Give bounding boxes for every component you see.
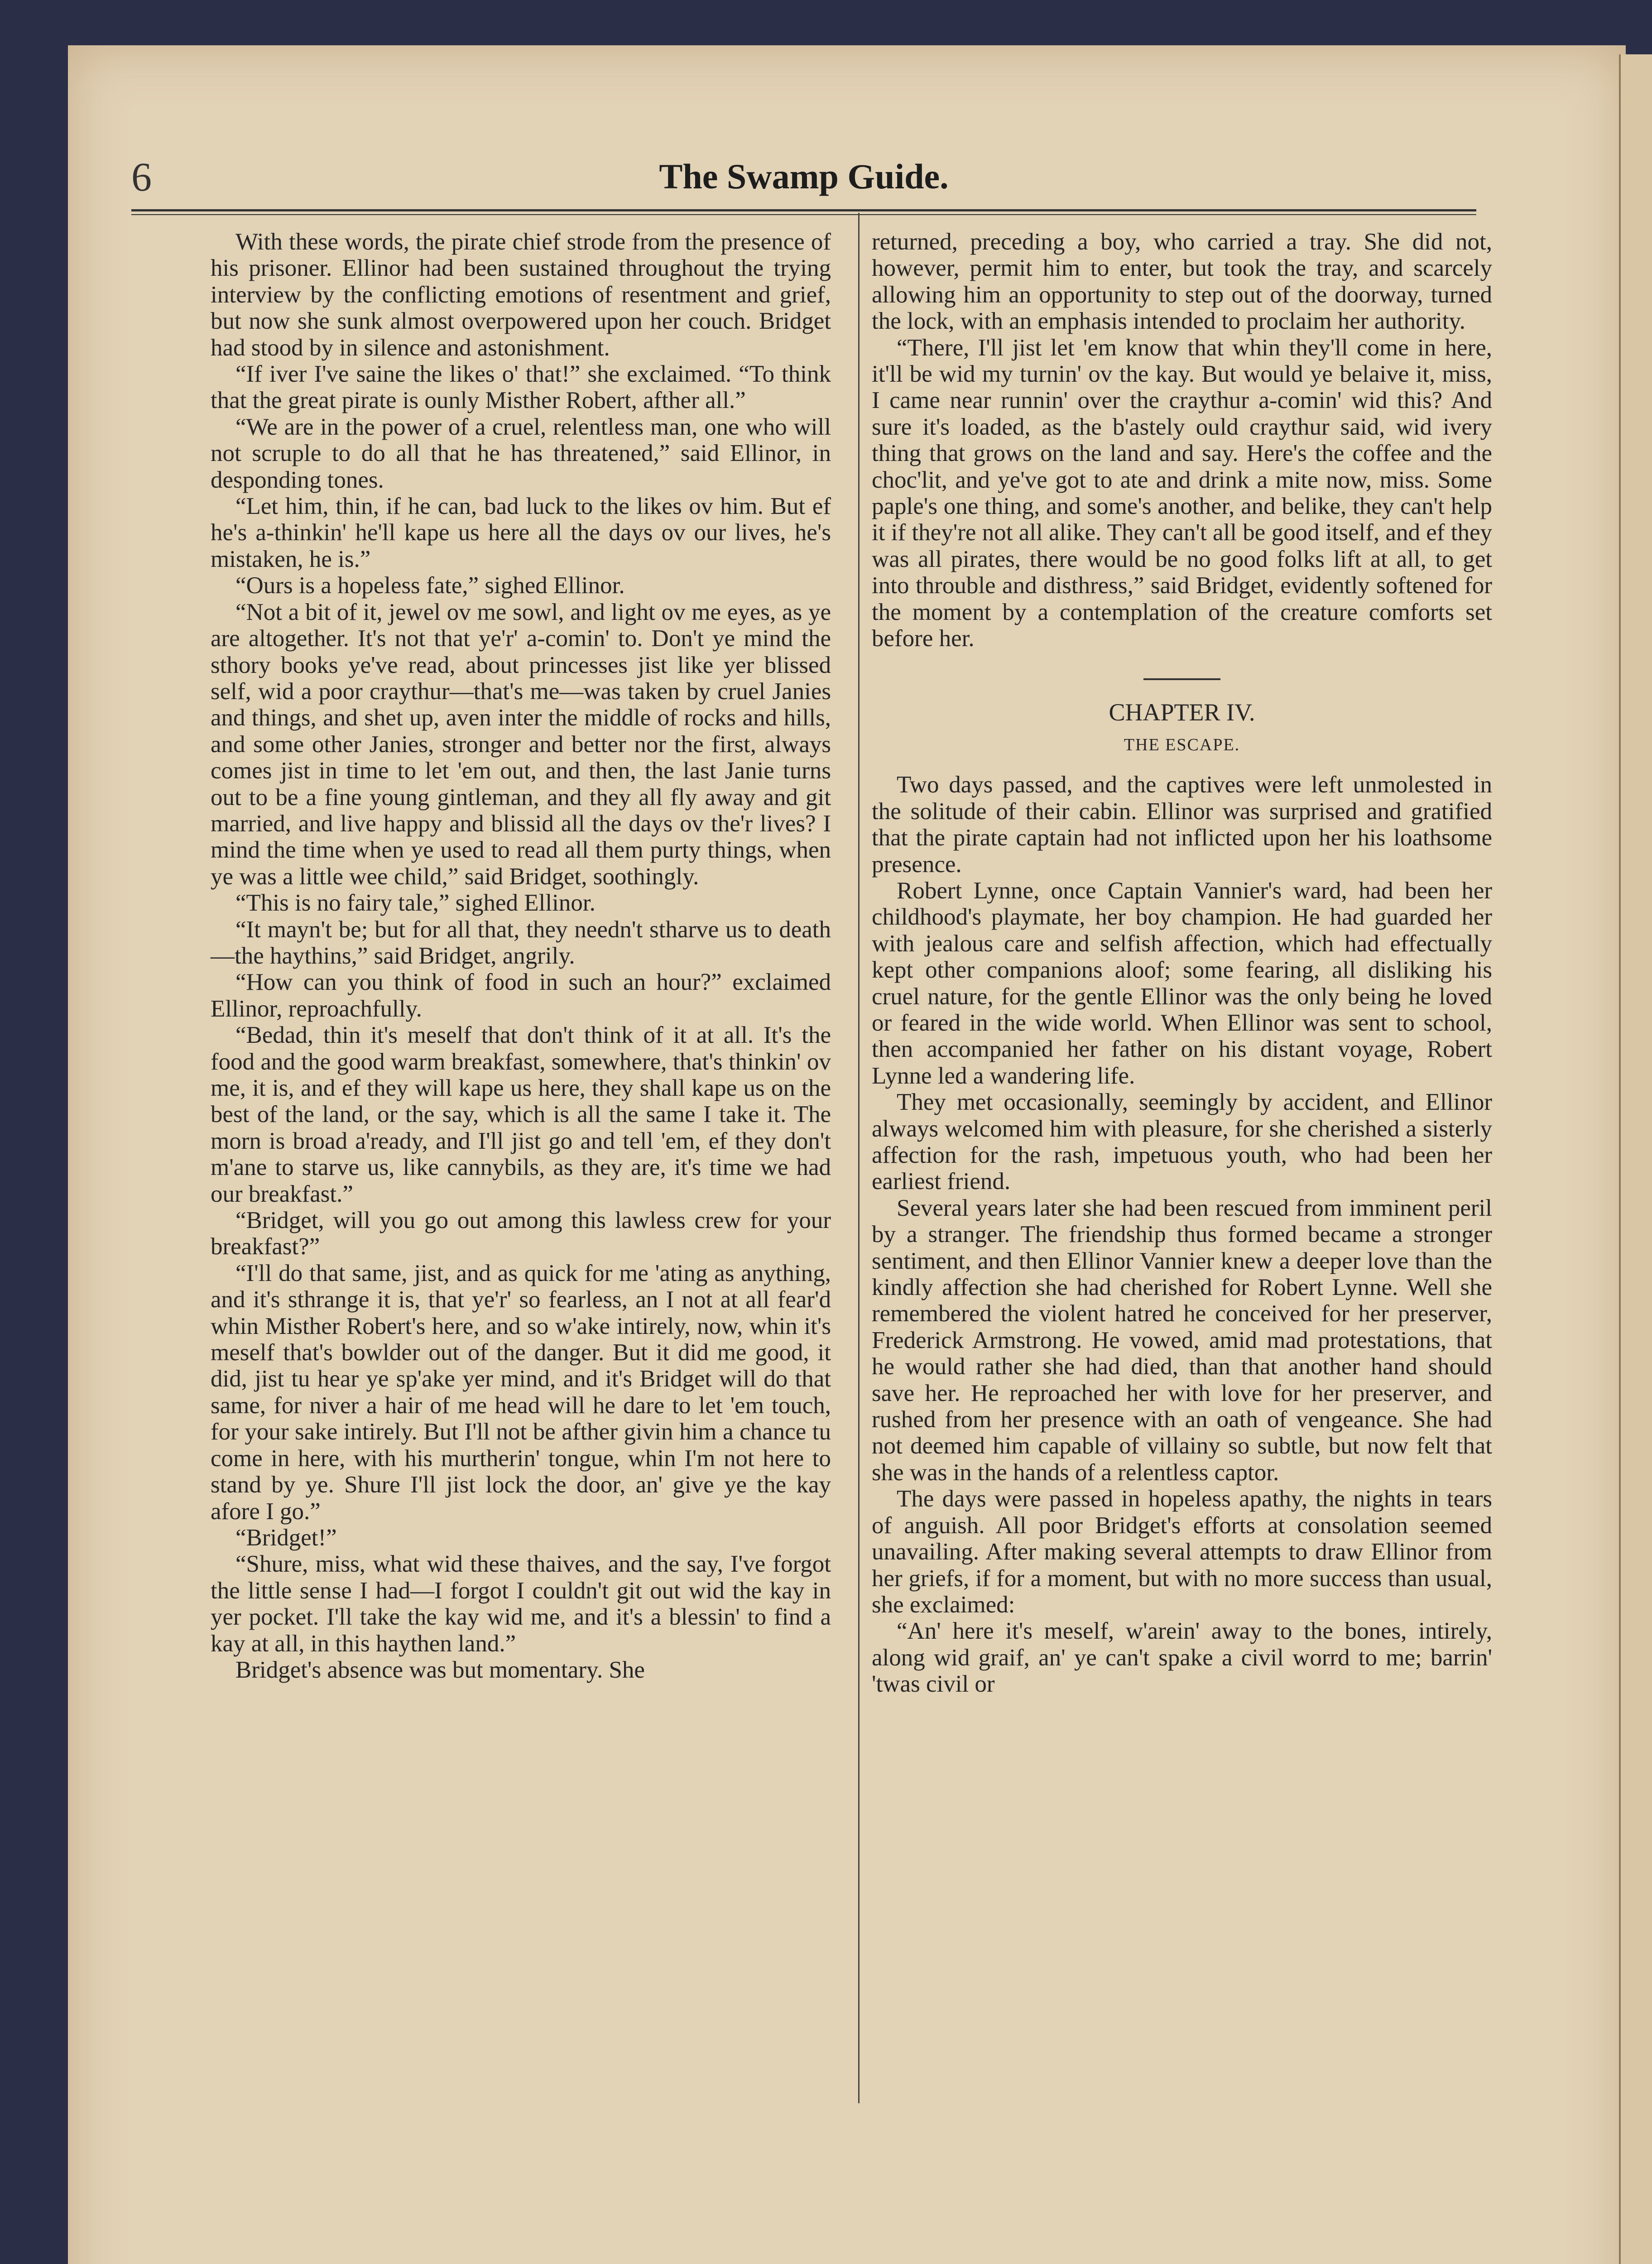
paragraph: Several years later she had been rescued from imminent peril by a stranger. The friendship thus formed became a stronger sentiment, and then Ellinor Vannier knew a deeper love than the kindly affection she had cherished for Robert Lynne. Well she remembered the violent hatred he conceived for her preserver, Frederick Armstrong. He vowed, amid mad protestations, that he would rather she had died, than that another hand should save her. He reproached her with love for her preserver, and rushed from her presence with an oath of vengeance. She had not deemed him capable of villainy so subtle, but now felt that she was in the hands of a relentless captor. (872, 1194, 1492, 1486)
paragraph: “Bridget!” (235, 1524, 337, 1551)
paragraph: With these words, the pirate chief strode from the presence of his prisoner. Ellinor had been sustained throughout the trying interview by the conflicting emotions of resentment and grief, but now she sunk almost overpowered upon her couch. Bridget had stood by in silence and astonishment. (211, 229, 831, 361)
paragraph: “Not a bit of it, jewel ov me sowl, and light ov me eyes, as ye are altogether. It's not that ye'r' a-comin' to. Don't ye mind the sthory books ye've read, about princesses jist like yer blissed self, wid a poor craythur—that's me—was taken by cruel Janies and things, and shet up, aven inter the middle of rocks and hills, and some other Janies, stronger and better nor the first, always comes jist in time to let 'em out, and then, the last Janie turns out to be a fine young gintleman, and they all fly away and git married, and live happy and blissid all the days ov the'r lives? I mind the time when ye used to read all them purty things, when ye was a little wee child,” said Bridget, soothingly. (211, 599, 831, 890)
paragraph: Robert Lynne, once Captain Vannier's ward, had been her childhood's playmate, her boy champion. He had guarded her with jealous care and selfish affection, which had effectually kept other companions aloof; some fearing, all disliking his cruel nature, for the gentle Ellinor was the only being he loved or feared in the wide world. When Ellinor was sent to school, then accompanied her father on his distant voyage, Robert Lynne led a wandering life. (872, 877, 1492, 1089)
chapter-rule (1143, 678, 1220, 680)
paragraph: “Bridget, will you go out among this lawless crew for your breakfast?” (211, 1207, 831, 1260)
running-title: The Swamp Guide. (659, 157, 949, 196)
right-column (872, 229, 1492, 1698)
paragraph: The days were passed in hopeless apathy, the nights in tears of anguish. All poor Bridget's efforts at consolation seemed unavailing. After making several attempts to draw Ellinor from her griefs, if for a moment, but with no more success than usual, she exclaimed: (872, 1486, 1492, 1618)
paragraph: “There, I'll jist let 'em know that whin they'll come in here, it'll be wid my turnin' ov the kay. But would ye belaive it, miss, I came near runnin' over the craythur a-comin' wid this? And sure it's loaded, as the b'astely ould craythur said, wid ivery thing that grows on the land and say. Here's the coffee and the choc'lit, and ye've got to ate and drink a mite now, miss. Some paple's one thing, and some's another, and belike, they can't help it if they're not all alike. They can't all be good itself, and ef they was all pirates, there would be no good folks lift at all, to get into throuble and disthress,” said Bridget, evidently softened for the moment by a contemplation of the creature comforts set before her. (872, 334, 1492, 652)
page-header (131, 145, 1476, 213)
paragraph: “This is no fairy tale,” sighed Ellinor. (235, 890, 595, 916)
paragraph: Two days passed, and the captives were left unmolested in the solitude of their cabin. Ellinor was surprised and gratified that the pirate captain had not inflicted upon her his loathsome presence. (872, 772, 1492, 878)
paragraph: “We are in the power of a cruel, relentless man, one who will not scruple to do all that he has threatened,” said Ellinor, in desponding tones. (211, 413, 831, 493)
paragraph: “Shure, miss, what wid these thaives, and the say, I've forgot the little sense I had—I forgot I couldn't git out wid the kay in yer pocket. I'll take the kay wid me, and it's a blessin' to find a kay at all, in this haythen land.” (211, 1551, 831, 1657)
paragraph: returned, preceding a boy, who carried a tray. She did not, however, permit him to enter, but took the tray, and scarcely allowing him an opportunity to step out of the doorway, turned the lock, with an emphasis intended to proclaim her authority. (872, 229, 1492, 335)
paragraph: “Bedad, thin it's meself that don't think of it at all. It's the food and the good warm breakfast, somewhere, that's thinkin' ov me, it is, and ef they will kape us here, they shall kape us on the best of the land, or the say, which is all the same I take it. The morn is broad a'ready, and I'll jist go and tell 'em, ef they don't m'ane to starve us, like cannybils, as they are, it's time we had our breakfast.” (211, 1022, 831, 1207)
header-rule (131, 209, 1476, 215)
paragraph: “An' here it's meself, w'arein' away to the bones, intirely, along wid graif, an' ye can't spake a civil worrd to me; barrin' 'twas civil or (872, 1618, 1492, 1698)
adjacent-page-edge (1619, 54, 1652, 2264)
column-divider (858, 213, 860, 2103)
paragraph: “I'll do that same, jist, and as quick for me 'ating as anything, and it's sthrange it is, that ye'r' so fearless, an I not at all fear'd whin Misther Robert's here, and so w'ake intirely, now, whin it's meself that's bowlder out of the danger. But it did me good, it did, jist tu hear ye sp'ake yer mind, and it's Bridget will do that same, for niver a hair of me head will he dare to let 'em touch, for your sake intirely. But I'll not be afther givin him a chance tu come in here, with his murtherin' tongue, whin I'm not here to stand by ye. Shure I'll jist lock the door, an' give ye the kay afore I go.” (211, 1260, 831, 1525)
paragraph: “Let him, thin, if he can, bad luck to the likes ov him. But ef he's a-thinkin' he'll kape us here all the days ov our lives, he's mistaken, he is.” (211, 493, 831, 572)
chapter-heading: CHAPTER IV. (1109, 698, 1255, 726)
chapter-subtitle: THE ESCAPE. (1124, 735, 1240, 754)
page-number: 6 (131, 155, 152, 200)
paragraph: “How can you think of food in such an hour?” exclaimed Ellinor, reproachfully. (211, 969, 831, 1022)
paragraph: “It mayn't be; but for all that, they needn't stharve us to death—the haythins,” said Bridget, angrily. (211, 916, 831, 969)
paragraph: Bridget's absence was but momentary. She (235, 1656, 645, 1683)
paragraph: “If iver I've saine the likes o' that!” she exclaimed. “To think that the great pirate is ounly Misther Robert, afther all.” (211, 361, 831, 414)
left-column (211, 229, 831, 1683)
paragraph: They met occasionally, seemingly by accident, and Ellinor always welcomed him with pleasure, for she cherished a sisterly affection for the rash, impetuous youth, who had been her earliest friend. (872, 1089, 1492, 1195)
paragraph: “Ours is a hopeless fate,” sighed Ellinor. (235, 572, 625, 599)
